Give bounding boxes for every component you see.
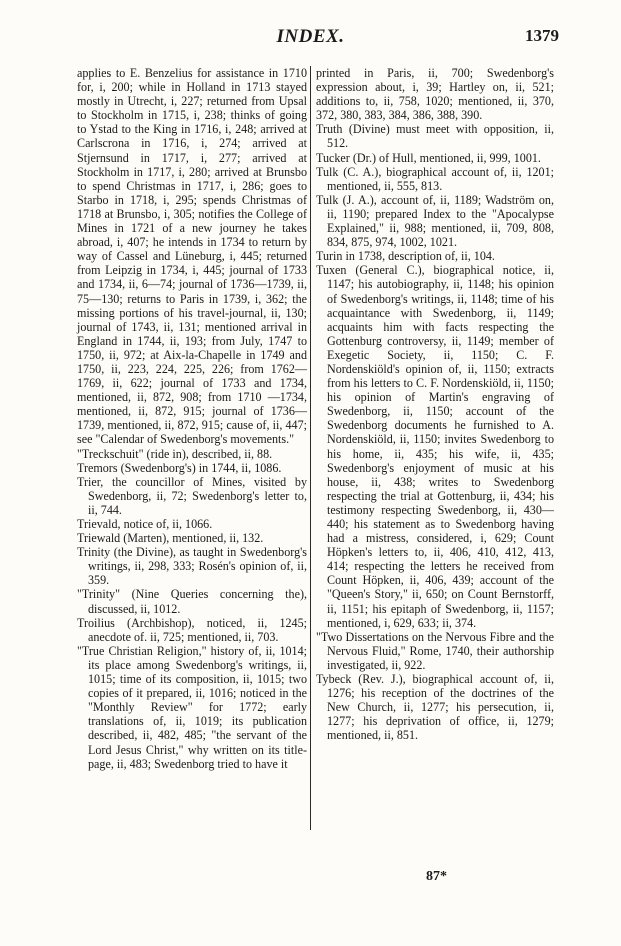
index-entry: Tremors (Swedenborg's) in 1744, ii, 1086. <box>77 460 282 475</box>
index-entry: Trinity (the Divine), as taught in Swedenborg's writings, ii, 298, 333; Rosén's opinion of, ii, 359. <box>77 545 307 588</box>
column-divider <box>310 66 311 830</box>
index-entry: "Two Dissertations on the Nervous Fibre and the Nervous Fluid," Rome, 1740, their authorship investigated, ii, 922. <box>316 629 554 672</box>
index-entry: "Treckschuit" (ride in), described, ii, 88. <box>77 446 273 461</box>
index-entry: Triewald (Marten), mentioned, ii, 132. <box>77 531 264 546</box>
index-entry: Truth (Divine) must meet with opposition, ii, 512. <box>316 122 554 151</box>
page-number: 1379 <box>525 26 559 45</box>
index-entry: "Trinity" (Nine Queries concerning the), discussed, ii, 1012. <box>77 587 307 616</box>
index-entry: Tucker (Dr.) of Hull, mentioned, ii, 999, 1001. <box>316 150 541 165</box>
index-entry: Tulk (C. A.), biographical account of, ii, 1201; mentioned, ii, 555, 813. <box>316 164 554 193</box>
index-entry: applies to E. Benzelius for assistance in 1710 for, i, 200; while in Holland in 1713 stayed mostly in Utrecht, i, 227; returned from Upsal to Stockholm in 1715, i, 238; thinks of going to Ystad to the King in 1716, i, 248; arrived at Carlscrona in 1716, i, 274; arrived at Stjernsund in 1717, i, 277; arrived at Stockholm in 1717, i, 280; arrived at Brunsbo to spend Christmas in 1717, i, 286; goes to Starbo in 1718, i, 295; spends Christmas of 1718 at Brunsbo, i, 305; notifies the College of Mines in 1721 of a new journey he takes abroad, i, 407; he intends in 1734 to return by way of Cassel and Lüneburg, i, 445; returned from Leipzig in 1734, i, 445; journal of 1733 and 1734, ii, 6—74; journal of 1736—1739, ii, 75—130; returns to Paris in 1739, i, 362; the missing portions of his travel-journal, ii, 130; journal of 1743, ii, 131; mentioned arrival in England in 1744, ii, 193; from July, 1747 to 1750, ii, 972; at Aix-la-Chapelle in 1749 and 1750, ii, 223, 224, 225, 226; from 1762—1769, ii, 622; journal of 1733 and 1734, mentioned, ii, 872, 908; from 1710 —1734, mentioned, ii, 872, 915; journal of 1736—1739, mentioned, ii, 872, 915; cause of, ii, 447; see "Calendar of Swedenborg's movements." <box>77 66 307 447</box>
signature-mark: 87* <box>426 869 447 884</box>
index-entry: printed in Paris, ii, 700; Swedenborg's expression about, i, 39; Hartley on, ii, 521; additions to, ii, 758, 1020; mentioned, ii, 370, 372, 380, 383, 384, 386, 388, 390. <box>316 66 554 123</box>
index-entry: Trievald, notice of, ii, 1066. <box>77 517 213 531</box>
index-entry: Turin in 1738, description of, ii, 104. <box>316 249 495 264</box>
index-entry: Trier, the councillor of Mines, visited by Swedenborg, ii, 72; Swedenborg's letter to, ii, 744. <box>77 474 307 517</box>
index-entry: Tuxen (General C.), biographical notice, ii, 1147; his autobiography, ii, 1148; his opinion of Swedenborg's writings, ii, 1148; time of his acquaintance with Swedenborg, ii, 1149; acquaints him with facts respecting the Gottenburg controversy, ii, 1149; member of Exegetic Society, ii, 1150; C. F. Nordenskiöld's opinion of, ii, 1150; extracts from his letters to C. F. Nordenskiöld, ii, 1150; his opinion of Martin's engraving of Swedenborg, ii, 1150; account of the Swedenborg documents he furnished to A. Nordenskiöld, ii, 1150; invites Swedenborg to his home, ii, 435; his wife, ii, 435; Swedenborg's enjoyment of music at his house, ii, 438; writes to Swedenborg respecting the trial at Gottenburg, ii, 434; his testimony respecting Swedenborg, ii, 430—440; his statement as to Swedenborg having had a mistress, considered, i, 629; Count Höpken's letters to, ii, 406, 410, 412, 413, 414; respecting the letters he received from Count Höpken, ii, 406, 439; account of the "Queen's Story," ii, 650; on Count Bernstorff, ii, 1151; his epitaph of Swedenborg, ii, 1157; mentioned, i, 629, 633; ii, 374. <box>316 263 554 630</box>
page-header <box>0 26 621 50</box>
index-column-left <box>77 66 307 771</box>
running-title: INDEX. <box>276 26 345 47</box>
index-entry: Tybeck (Rev. J.), biographical account of, ii, 1276; his reception of the doctrines of the New Church, ii, 1277; his persecution, ii, 1277; his deprivation of office, ii, 1279; mentioned, ii, 851. <box>316 672 554 743</box>
index-entry: Tulk (J. A.), account of, ii, 1189; Wadström on, ii, 1190; prepared Index to the "Apocalypse Explained," ii, 988; mentioned, ii, 709, 808, 834, 875, 974, 1002, 1021. <box>316 192 554 250</box>
index-entry: Troilius (Archbishop), noticed, ii, 1245; anecdote of. ii, 725; mentioned, ii, 703. <box>77 615 307 644</box>
index-column-right <box>316 66 554 743</box>
index-entry: "True Christian Religion," history of, ii, 1014; its place among Swedenborg's writings, ii, 1015; time of its composition, ii, 1015; two copies of it prepared, ii, 1016; noticed in the "Monthly Review" for 1772; early translations of, ii, 1019; its publication described, ii, 482, 485; "the servant of the Lord Jesus Christ," why written on its title-page, ii, 483; Swedenborg tried to have it <box>77 643 307 771</box>
